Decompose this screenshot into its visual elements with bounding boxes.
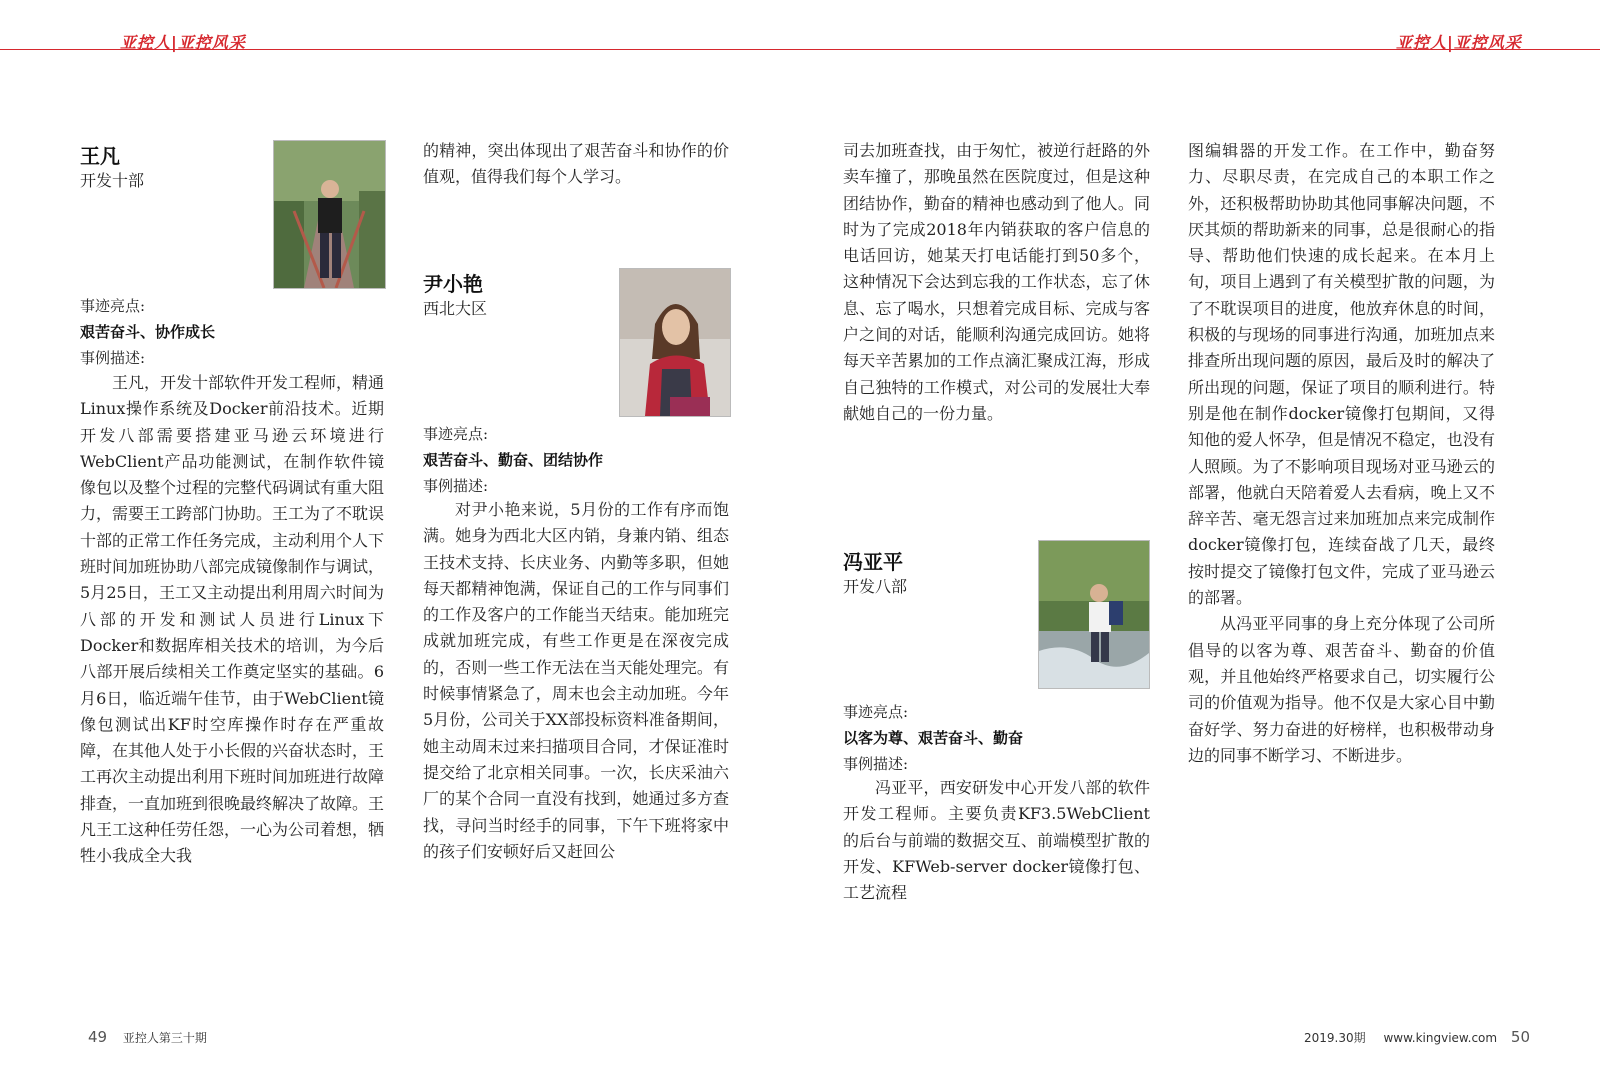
paragraph: 司去加班查找，由于匆忙，被逆行赶路的外卖车撞了，那晚虽然在医院度过，但是这种团结协作，勤奋的精神也感动到了他人。同时为了完成2018年内销获取的客户信息的电话回访，她某天打电话能打到50多个，这种情况下会达到忘我的工作状态，忘了休息、忘了喝水，只想着完成目标、完成与客户之间的对话，能顺利沟通完成回访。她将每天辛苦累加的工作点滴汇聚成江海，形成自己独特的工作模式，对公司的发展壮大奉献她自己的一份力量。: [843, 141, 1150, 423]
profile-name-yinxiaoyan: 尹小艳: [423, 272, 483, 296]
paragraph: 冯亚平，西安研发中心开发八部的软件开发工程师。主要负责KF3.5WebClient的后台与前端的数据交互、前端模型扩散的开发、KFWeb-server docker镜像打包、工艺流程: [843, 778, 1150, 903]
highlights-yinxiaoyan: 艰苦奋斗、勤奋、团结协作: [423, 451, 604, 469]
profile-photo-wangfan: [273, 140, 386, 289]
profile-name-wangfan: 王凡: [80, 144, 120, 168]
article-body-wangfan: [80, 370, 384, 870]
paragraph: 的精神，突出体现出了艰苦奋斗和协作的价值观，值得我们每个人学习。: [423, 141, 729, 187]
footer-right: [1304, 1028, 1530, 1046]
paragraph: 对尹小艳来说，5月份的工作有序而饱满。她身为西北大区内销，身兼内销、组态王技术支持、长庆业务、内勤等多职，但她每天都精神饱满，保证自己的工作与同事们的工作及客户的工作能当天结束。能加班完成就加班完成，有些工作更是在深夜完成的，否则一些工作无法在当天能处理完。有时候事情紧急了，周末也会主动加班。今年5月份，公司关于XX部投标资料准备期间，她主动周末过来扫描项目合同，才保证准时提交给了北京相关同事。一次，长庆采油六厂的某个合同一直没有找到，她通过多方查找，寻问当时经手的同事，下午下班将家中的孩子们安顿好后又赶回公: [423, 500, 729, 861]
article-body-yinxiaoyan-cont: [843, 138, 1150, 427]
issue-label-right: 2019.30期: [1304, 1031, 1366, 1045]
paragraph-summary: 从冯亚平同事的身上充分体现了公司所倡导的以客为尊、艰苦奋斗、勤奋的价值观，并且他始终严格要求自己，切实履行公司的价值观为指导。他不仅是大家心目中勤奋好学、努力奋进的好榜样，也积极带动身边的同事不断学习、不断进步。: [1188, 614, 1495, 765]
header-title-right: 亚控人|亚控风采: [1396, 33, 1522, 52]
page-number-right: 50: [1510, 1028, 1531, 1046]
highlights-label-fengyaping: 事迹亮点:: [843, 703, 909, 721]
desc-label-yinxiaoyan: 事例描述:: [423, 477, 489, 495]
issue-label-left: 亚控人第三十期: [122, 1031, 207, 1045]
profile-dept-yinxiaoyan: 西北大区: [423, 299, 488, 318]
highlights-wangfan: 艰苦奋斗、协作成长: [80, 323, 216, 341]
footer-left: [88, 1028, 207, 1046]
highlights-label-wangfan: 事迹亮点:: [80, 297, 146, 315]
profile-dept-fengyaping: 开发八部: [843, 577, 908, 596]
highlights-fengyaping: 以客为尊、艰苦奋斗、勤奋: [843, 729, 1024, 747]
page-number-left: 49: [88, 1028, 108, 1046]
desc-label-fengyaping: 事例描述:: [843, 755, 909, 773]
article-body-wangfan-cont: [423, 138, 729, 191]
article-body-yinxiaoyan: [423, 497, 729, 865]
website-link: www.kingview.com: [1383, 1031, 1498, 1045]
article-body-fengyaping: [843, 775, 1150, 906]
profile-dept-wangfan: 开发十部: [80, 171, 145, 190]
profile-photo-fengyaping: [1038, 540, 1150, 689]
article-body-fengyaping-cont: [1188, 138, 1495, 769]
desc-label-wangfan: 事例描述:: [80, 349, 146, 367]
paragraph: 王凡，开发十部软件开发工程师，精通Linux操作系统及Docker前沿技术。近期开发八部需要搭建亚马逊云环境进行WebClient产品功能测试，在制作软件镜像包以及整个过程的完整代码调试有重大阻力，需要王工跨部门协助。王工为了不耽误十部的正常工作任务完成，主动利用个人下班时间加班协助八部完成镜像制作与调试，5月25日，王工又主动提出利用周六时间为八部的开发和测试人员进行Linux下Docker和数据库相关技术的培训，为今后八部开展后续相关工作奠定坚实的基础。6月6日，临近端午佳节，由于WebClient镜像包测试出KF时空库操作时存在严重故障，在其他人处于小长假的兴奋状态时，王工再次主动提出利用下班时间加班进行故障排查，一直加班到很晚最终解决了故障。王凡王工这种任劳任怨，一心为公司着想，牺牲小我成全大我: [80, 373, 385, 866]
profile-photo-yinxiaoyan: [619, 268, 731, 417]
paragraph: 图编辑器的开发工作。在工作中，勤奋努力、尽职尽责，在完成自己的本职工作之外，还积极帮助协助其他同事解决问题，不厌其烦的帮助新来的同事，总是很耐心的指导、帮助他们快速的成长起来。在本月上旬，项目上遇到了有关模型扩散的问题，为了不耽误项目的进度，他放弃休息的时间，积极的与现场的同事进行沟通，加班加点来排查所出现问题的原因，最后及时的解决了所出现的问题，保证了项目的顺利进行。特别是他在制作docker镜像打包期间，又得知他的爱人怀孕，但是情况不稳定，也没有人照顾。为了不影响项目现场对亚马逊云的部署，他就白天陪着爱人去看病，晚上又不辞辛苦、毫无怨言过来加班加点来完成制作docker镜像打包，连续奋战了几天，最终按时提交了镜像打包文件，完成了亚马逊云的部署。: [1188, 141, 1495, 608]
header-title-left: 亚控人|亚控风采: [120, 33, 246, 52]
highlights-label-yinxiaoyan: 事迹亮点:: [423, 425, 489, 443]
profile-name-fengyaping: 冯亚平: [843, 550, 903, 574]
